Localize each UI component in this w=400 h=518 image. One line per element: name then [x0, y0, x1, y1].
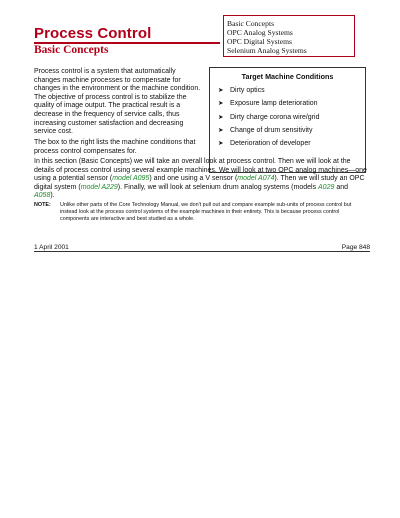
- footer-divider: [34, 251, 370, 252]
- list-item: [218, 86, 319, 99]
- list-item: [218, 113, 319, 126]
- note-label: NOTE:: [34, 202, 51, 208]
- section-nav-box: [223, 15, 355, 57]
- footer-page-number: Page 848: [341, 244, 370, 251]
- overview-text: ). Finally, we will look at selenium drum analog systems (models: [117, 183, 319, 191]
- list-item: [218, 126, 319, 139]
- condition-label: Deterioration of developer: [230, 140, 311, 148]
- footer-date: 1 April 2001: [34, 244, 69, 251]
- nav-link-basic-concepts[interactable]: Basic Concepts: [227, 19, 275, 28]
- overview-text: ).: [50, 192, 55, 200]
- overview-text: In this section (Basic Concepts) we will take an overall look at process control. Then we will look at the details of process control using several example machines. We will look at two OPC analog machines—one using a potential sensor (: [34, 158, 367, 183]
- arrow-bullet-icon: ➤: [218, 140, 224, 148]
- arrow-bullet-icon: ➤: [218, 100, 224, 108]
- overview-text: and: [334, 183, 348, 191]
- condition-label: Change of drum sensitivity: [230, 126, 313, 134]
- target-conditions-title: Target Machine Conditions: [241, 72, 334, 81]
- condition-label: Dirty optics: [230, 87, 265, 94]
- list-item: [218, 139, 319, 152]
- page-title: Process Control: [34, 25, 152, 42]
- model-a229-link[interactable]: model A229: [80, 183, 118, 191]
- note-text: Unlike other parts of the Core Technology Manual, we don't pull out and compare example sub-units of process control but instead look at the process control systems of the example machines in their entirety. This is because process control components are interactive and best studied as a whole.: [60, 202, 352, 222]
- target-conditions-list: [218, 86, 319, 152]
- arrow-bullet-icon: ➤: [218, 126, 224, 134]
- model-a095-link[interactable]: model A095: [112, 175, 150, 183]
- list-item: [218, 99, 319, 112]
- model-a074-link[interactable]: model A074: [237, 175, 275, 183]
- box-reference-paragraph: The box to the right lists the machine conditions that process control compensates for.: [34, 139, 196, 155]
- nav-link-selenium-analog-systems[interactable]: Selenium Analog Systems: [227, 46, 307, 55]
- overview-paragraph: [34, 158, 370, 201]
- model-a029-link[interactable]: A029: [318, 183, 335, 191]
- condition-label: Dirty charge corona wire/grid: [230, 113, 320, 121]
- nav-link-opc-digital-systems[interactable]: OPC Digital Systems: [227, 37, 292, 46]
- intro-paragraph: Process control is a system that automatically changes machine processes to compensate for changes in the environment or the machine condition. The objective of process control is to stabilize the quality of image output. The practical result is a decrease in the frequency of service calls, thus increasing customer satisfaction and decreasing service cost.: [34, 68, 201, 136]
- nav-link-opc-analog-systems[interactable]: OPC Analog Systems: [227, 28, 293, 37]
- condition-label: Exposure lamp deterioration: [230, 100, 318, 108]
- model-a058-link[interactable]: A058: [34, 192, 51, 200]
- section-subtitle: Basic Concepts: [34, 44, 109, 56]
- arrow-bullet-icon: ➤: [218, 113, 224, 121]
- overview-text: ). Then we will study an OPC digital system (: [34, 175, 365, 191]
- overview-text: ) and one using a V sensor (: [149, 175, 238, 183]
- arrow-bullet-icon: ➤: [218, 87, 224, 94]
